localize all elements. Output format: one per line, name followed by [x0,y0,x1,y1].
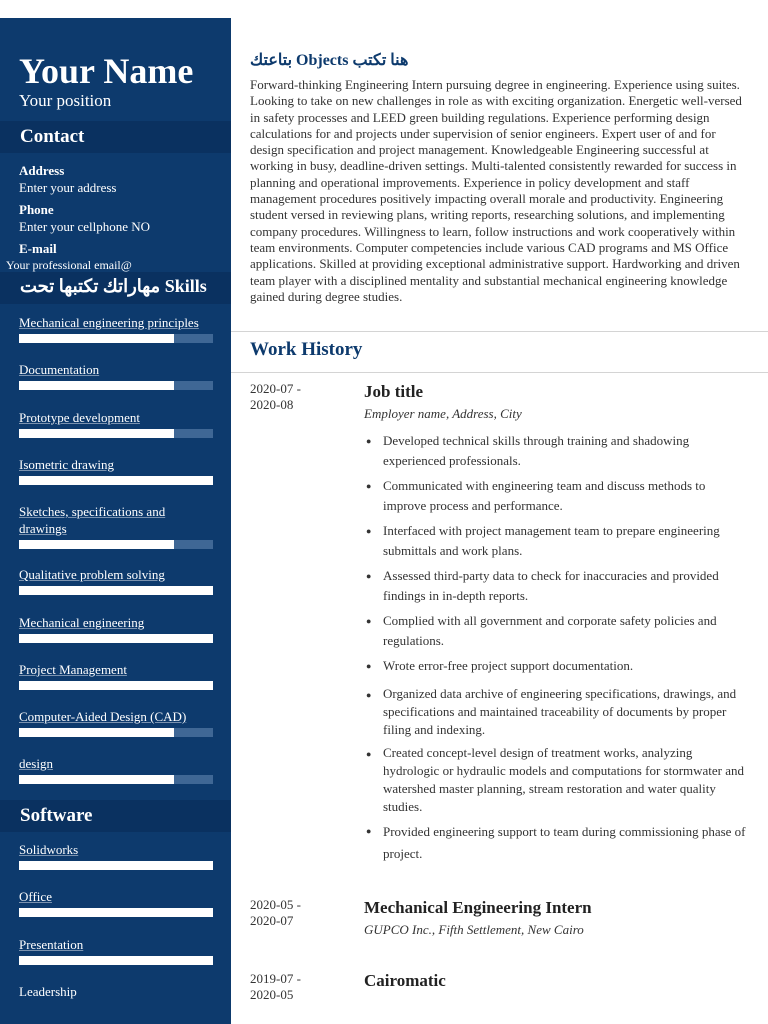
skill-label: Documentation [19,362,100,377]
job-bullet: ● Organized data archive of engineering specifications, drawings, and specifications and maintained traceability of documents by proper filing and indexing. [364,685,750,739]
skill-level-bar [19,681,213,690]
software-level-fill [19,908,213,917]
phone-value: Enter your cellphone NO [19,219,151,234]
job-date-start: 2020-07 - [250,381,301,396]
skill-level-fill [19,334,174,343]
skill-label: Computer-Aided Design (CAD) [19,709,187,724]
skill-level-fill [19,634,213,643]
skill-level-bar [19,728,213,737]
skill-item [19,614,213,643]
skill-level-fill [19,381,174,390]
job-employer: GUPCO Inc., Fifth Settlement, New Cairo [364,922,584,937]
address-value: Enter your address [19,180,117,195]
skill-level-bar [19,775,213,784]
software-label: Office [19,889,52,904]
job-bullet-list [364,431,750,865]
software-level-bar [19,908,213,917]
software-level-fill [19,861,213,870]
job-bullet: ● Provided engineering support to team during commissioning phase of project. [364,821,750,865]
skill-level-fill [19,540,174,549]
job-title: Job title [364,382,424,401]
skill-label: Sketches, specifications and drawings [19,504,166,536]
job-date-start: 2020-05 - [250,897,301,912]
skill-level-bar [19,381,213,390]
skill-label: Isometric drawing [19,457,114,472]
skill-level-fill [19,775,174,784]
skill-level-fill [19,681,213,690]
software-item [19,841,213,870]
skill-level-bar [19,429,213,438]
work-history-title: Work History [250,339,363,360]
skill-item [19,503,213,549]
summary-text: Forward-thinking Engineering Intern pursuing degree in engineering. Experience using suites. Looking to take on new challenges in role as with exciting organization. Energetic well-versed in safety processes and LEED green building regulations. Experience performing design calculations for and projects under supervision of senior engineers. Expert user of and for design specification and project management. Knowledgeable Engineering successful at working in busy, deadline-driven settings. Multi-talented consistently rewarded for success in planning and operational improvements. Experience in policy development and staff management procedures positively impacting overall morale and productivity. Engineering student versed in reviewing plans, writing reports, researching solutions, and implementing company procedures. Willingness to learn, follow instructions and work cooperatively within team environments. Computer competencies include various CAD programs and MS Office applications. Skilled at providing exceptional administrative support. Hardworking and driven team player with a disciplined mentality and substantial mechanical engineering knowledge gained during degree studies. [250,77,742,304]
job-bullet: ● Complied with all government and corporate safety policies and regulations. [364,611,750,651]
phone-label: Phone [19,202,54,217]
software-level-bar [19,956,213,965]
email-value: Your professional email@ [6,258,132,272]
resume-name: Your Name [19,51,194,91]
software-item [19,936,213,965]
software-item [19,888,213,917]
skill-level-bar [19,586,213,595]
skill-item [19,755,213,784]
job-bullet: ● Developed technical skills through training and shadowing experienced professionals. [364,431,750,471]
email-label: E-mail [19,241,57,256]
job-bullet: ● Wrote error-free project support documentation. [364,656,750,676]
skill-level-bar [19,540,213,549]
software-label: Presentation [19,937,84,952]
skill-item [19,456,213,485]
skill-label: Prototype development [19,410,140,425]
job-bullet: ● Communicated with engineering team and discuss methods to improve process and performance. [364,476,750,516]
skill-label: design [19,756,53,771]
job-bullet: ● Created concept-level design of treatment works, analyzing hydrologic or hydraulic models and computations for stormwater and watershed master planning, stream restoration and water quality studies. [364,744,750,816]
skill-label: Qualitative problem solving [19,567,165,582]
job-date-end: 2020-08 [250,397,294,412]
objects-title: بتاعتك Objects هنا تكتب [250,52,409,69]
skill-level-bar [19,334,213,343]
software-label: Solidworks [19,842,79,857]
skill-item [19,661,213,690]
software-level-bar [19,861,213,870]
job-date [250,381,340,413]
skill-item [19,361,213,390]
skill-label: Mechanical engineering principles [19,315,199,330]
job-date [250,897,340,929]
job-employer: Employer name, Address, City [364,406,522,421]
job-date-end: 2020-05 [250,987,294,1002]
software-level-fill [19,956,213,965]
skill-item [19,314,213,343]
skill-level-fill [19,476,213,485]
software-title: Software [20,805,93,826]
skill-label: Project Management [19,662,127,677]
address-label: Address [19,163,65,178]
job-date [250,971,340,1003]
skill-level-bar [19,476,213,485]
skill-level-fill [19,429,174,438]
contact-title: Contact [20,126,85,147]
job-title: Mechanical Engineering Intern [364,898,592,917]
skill-level-fill [19,728,174,737]
skills-title: مهاراتك تكتبها تحت Skills [20,276,207,296]
software-label: Leadership [19,984,77,999]
sidebar [0,18,231,1024]
skill-item [19,409,213,438]
skill-item [19,708,213,737]
software-item [19,983,213,1000]
skill-label: Mechanical engineering [19,615,145,630]
job-bullet: ● Assessed third-party data to check for inaccuracies and provided findings in in-depth reports. [364,566,750,606]
resume-position: Your position [19,91,112,110]
job-title: Cairomatic [364,971,446,990]
skill-item [19,566,213,595]
section-divider [231,372,768,373]
job-date-start: 2019-07 - [250,971,301,986]
skill-level-fill [19,586,213,595]
job-bullet: ● Interfaced with project management team to prepare engineering submittals and work plans. [364,521,750,561]
section-divider [231,331,768,332]
job-date-end: 2020-07 [250,913,294,928]
skill-level-bar [19,634,213,643]
